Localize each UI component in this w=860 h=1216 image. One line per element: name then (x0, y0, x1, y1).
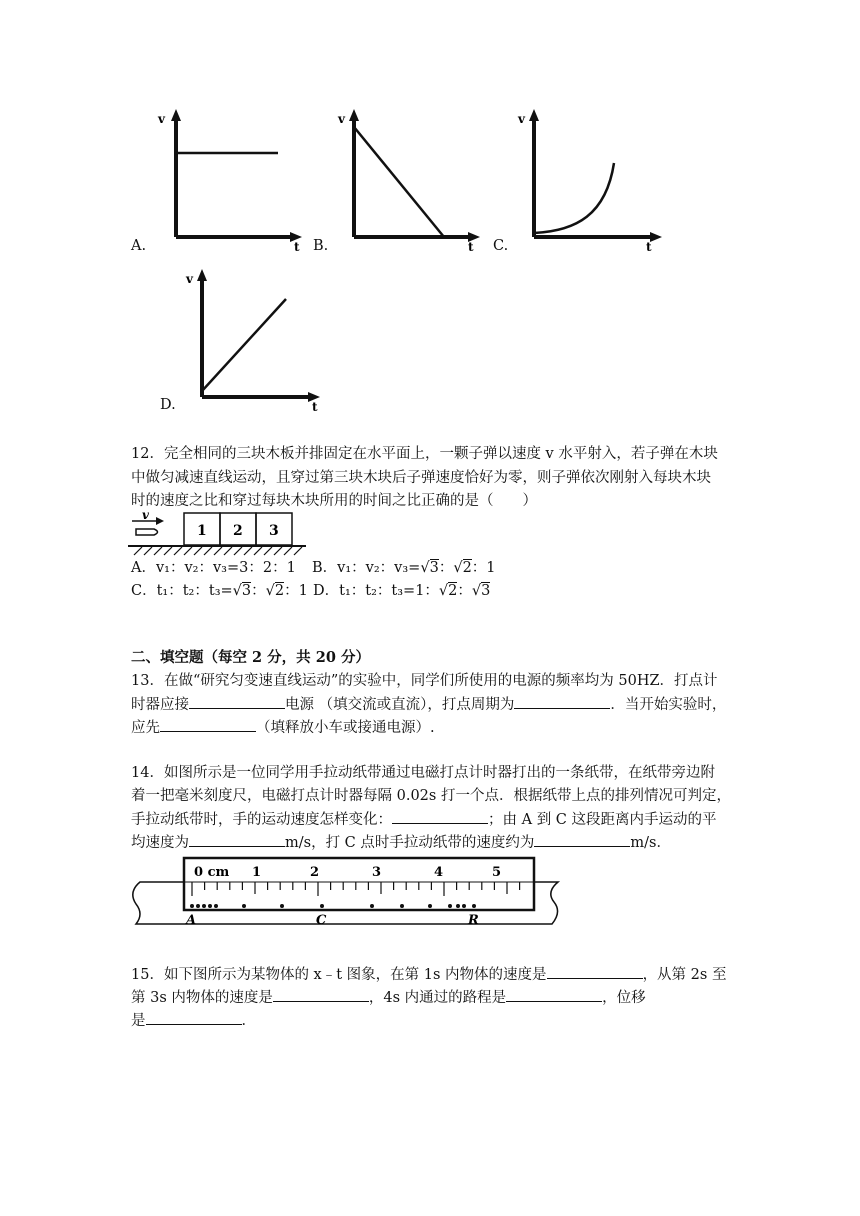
answer-blank[interactable] (273, 985, 369, 1002)
option-a-label: A. (131, 238, 147, 254)
axis-t-label: t (294, 240, 300, 254)
block-label-3: 3 (269, 523, 279, 539)
wood-blocks-figure (128, 507, 308, 561)
sqrt-symbol: √ (471, 583, 482, 599)
q14-line1: 14．如图所示是一位同学用手拉动纸带通过电磁打点计时器打出的一条纸带，在纸带旁边附 (131, 765, 715, 781)
answer-blank[interactable] (146, 1008, 242, 1025)
option-b-label: B. (313, 238, 329, 254)
q14-line2: 着一把毫米刻度尺，电磁打点计时器每隔 0.02s 打一个点．根据纸带上点的排列情况可判定， (131, 788, 731, 804)
q12-option-b: B．v₁：v₂：v₃=√3：√2：1 (312, 560, 496, 576)
ruler-label-3: 3 (372, 865, 382, 880)
axis-t-label: t (312, 400, 318, 414)
q12-line2: 中做匀减速直线运动，且穿过第三块木块后子弹速度恰好为零，则子弹依次刚射入每块木块 (131, 470, 711, 486)
answer-blank[interactable] (160, 715, 256, 732)
graph-c (506, 105, 676, 255)
q13-line3: 应先 （填释放小车或接通电源）. (131, 715, 435, 740)
sqrt-value: 2 (274, 583, 285, 599)
q13-line2: 时器应接 电源 （填交流或直流），打点周期为 ．当开始实验时， (131, 692, 726, 717)
option-c-label: C. (493, 238, 509, 254)
q12-line1: 12．完全相同的三块木板并排固定在水平面上，一颗子弹以速度 v 水平射入，若子弹在木块 (131, 446, 718, 462)
block-label-1: 1 (197, 523, 207, 539)
q12-option-b-prefix: B．v₁：v₂：v₃= (312, 560, 421, 576)
ruler-label-1: 1 (252, 865, 262, 880)
sqrt-symbol: √ (232, 583, 242, 599)
point-label-r: R (468, 913, 479, 928)
axis-v-label: v (158, 112, 165, 126)
answer-blank[interactable] (189, 692, 285, 709)
bullet-velocity-label: v (142, 508, 149, 522)
sqrt-value: 3 (481, 583, 491, 599)
ruler-tape-figure (128, 852, 578, 936)
q12-option-d: D．t₁：t₂：t₃=1：√2：√3 (313, 583, 491, 599)
axis-t-label: t (468, 240, 474, 254)
answer-blank[interactable] (514, 692, 610, 709)
sqrt-symbol: √ (438, 583, 449, 599)
point-label-c: C (316, 913, 327, 928)
ruler-label-4: 4 (434, 865, 444, 880)
block-label-2: 2 (233, 523, 243, 539)
point-label-a: A (186, 913, 197, 928)
axis-v-label: v (338, 112, 345, 126)
graph-d (180, 265, 330, 415)
answer-blank[interactable] (506, 985, 602, 1002)
q15-line1: 15．如下图所示为某物体的 x﹣t 图象，在第 1s 内物体的速度是 ，从第 2s 至 (131, 962, 726, 987)
sqrt-value: 2 (462, 560, 472, 576)
graph-a (130, 105, 310, 255)
sqrt-symbol: √ (453, 560, 463, 576)
q13-line1: 13．在做“研究匀变速直线运动”的实验中，同学们所使用的电源的频率均为 50HZ．打点计 (131, 673, 718, 689)
q12-option-c-prefix: C．t₁：t₂：t₃= (131, 583, 233, 599)
q15-line2: 第 3s 内物体的速度是 ，4s 内通过的路程是 ，位移 (131, 985, 646, 1010)
answer-blank[interactable] (547, 962, 643, 979)
axis-v-label: v (518, 112, 525, 126)
axis-t-label: t (646, 240, 652, 254)
answer-blank[interactable] (534, 830, 630, 847)
ruler-label-0: 0 cm (194, 865, 230, 880)
ruler-label-5: 5 (492, 865, 502, 880)
sqrt-value: 3 (429, 560, 439, 576)
q12-option-d-prefix: D．t₁：t₂：t₃=1： (313, 583, 439, 599)
bullet-icon (136, 529, 158, 535)
q14-line3: 手拉动纸带时，手的运动速度怎样变化： ；由 A 到 C 这段距离内手运动的平 (131, 807, 717, 832)
graph-b (318, 105, 498, 255)
axis-v-label: v (186, 272, 193, 286)
q12-line3: 时的速度之比和穿过每块木块所用的时间之比正确的是（ ） (131, 493, 537, 509)
sqrt-value: 3 (241, 583, 252, 599)
answer-blank[interactable] (189, 830, 285, 847)
q14-line4: 均速度为 m/s，打 C 点时手拉动纸带的速度约为 m/s． (131, 830, 671, 855)
sqrt-symbol: √ (265, 583, 275, 599)
answer-blank[interactable] (392, 807, 488, 824)
sqrt-symbol: √ (420, 560, 430, 576)
q15-line3: 是 ． (131, 1008, 256, 1033)
q12-option-a: A．v₁：v₂：v₃=3：2：1 (131, 560, 296, 576)
q12-option-c: C．t₁：t₂：t₃=√3：√2：1 (131, 583, 308, 599)
ruler-label-2: 2 (310, 865, 320, 880)
section-heading: 二、填空题（每空 2 分，共 20 分） (131, 649, 370, 666)
sqrt-value: 2 (448, 583, 458, 599)
option-d-label: D. (160, 397, 176, 413)
